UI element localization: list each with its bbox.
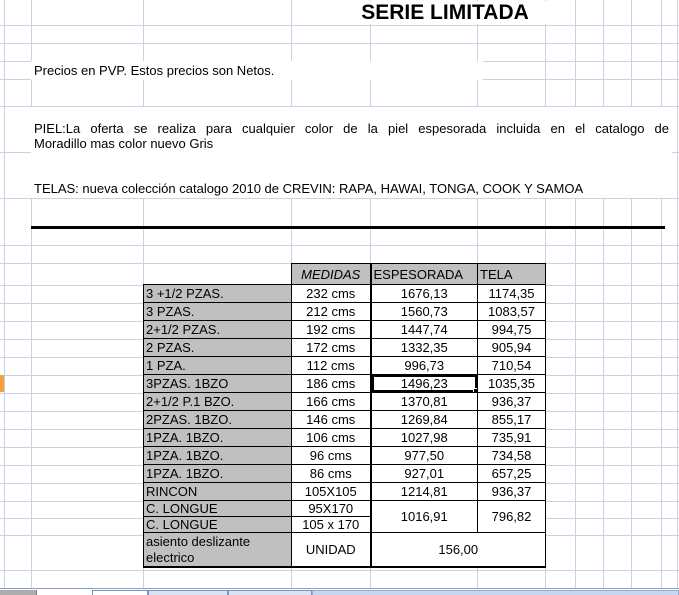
tela-cell[interactable]: 735,91 (478, 429, 546, 447)
sheet-tab[interactable] (92, 590, 148, 595)
table-row (144, 465, 546, 483)
selected-cell[interactable]: 1496,23 (371, 375, 478, 393)
note-piel-line1: PIEL:La oferta se realiza para cualquier color de la piel espesorada incluida en el catalogo de (34, 121, 669, 136)
table-corner-cell[interactable] (144, 264, 292, 285)
tela-cell[interactable]: 1035,35 (478, 375, 546, 393)
espesorada-cell[interactable]: 1676,13 (371, 285, 478, 303)
row-label[interactable]: 1 PZA. (144, 357, 292, 375)
medidas-cell[interactable]: 105X105 (292, 483, 371, 501)
tela-cell[interactable]: 936,37 (478, 393, 546, 411)
note-piel-cell[interactable] (31, 107, 672, 153)
tela-cell[interactable]: 855,17 (478, 411, 546, 429)
thick-divider-line (31, 226, 665, 229)
table-row (144, 339, 546, 357)
table-row (144, 429, 546, 447)
table-row (144, 447, 546, 465)
medidas-cell[interactable]: 212 cms (292, 303, 371, 321)
sheet-tab[interactable] (148, 590, 228, 595)
row-label[interactable]: 3PZAS. 1BZO (144, 375, 292, 393)
note-precios-cell[interactable] (31, 61, 483, 80)
espesorada-cell[interactable]: 1214,81 (371, 483, 478, 501)
sheet-tab[interactable] (228, 590, 312, 595)
medidas-cell[interactable]: UNIDAD (292, 533, 371, 568)
espesorada-cell[interactable]: 1269,84 (371, 411, 478, 429)
medidas-cell[interactable]: 96 cms (292, 447, 371, 465)
espesorada-cell[interactable]: 1560,73 (371, 303, 478, 321)
table-row (144, 357, 546, 375)
table-row (144, 501, 546, 517)
espesorada-cell[interactable]: 1447,74 (371, 321, 478, 339)
orange-cell-marker[interactable] (0, 375, 4, 392)
table-row (144, 483, 546, 501)
espesorada-cell[interactable]: 996,73 (371, 357, 478, 375)
tela-merged-cell[interactable]: 796,82 (478, 501, 546, 533)
tela-cell[interactable]: 1174,35 (478, 285, 546, 303)
tela-cell[interactable]: 710,54 (478, 357, 546, 375)
tela-cell[interactable]: 1083,57 (478, 303, 546, 321)
espesorada-cell[interactable]: 927,01 (371, 465, 478, 483)
header-tela[interactable]: TELA (478, 264, 546, 285)
note-precios-text: Precios en PVP. Estos precios son Netos. (34, 63, 275, 78)
row-label[interactable]: 1PZA. 1BZO. (144, 447, 292, 465)
tela-cell[interactable]: 734,58 (478, 447, 546, 465)
medidas-cell[interactable]: 186 cms (292, 375, 371, 393)
row-label[interactable]: 2+1/2 PZAS. (144, 321, 292, 339)
precio-merged-cell[interactable]: 156,00 (371, 533, 546, 568)
table-row (144, 393, 546, 411)
row-label[interactable]: asiento deslizante electrico (144, 533, 292, 568)
title-cell[interactable] (330, 1, 560, 24)
row-label[interactable]: 3 PZAS. (144, 303, 292, 321)
note-piel-line2: Moradillo mas color nuevo Gris (34, 136, 214, 151)
medidas-cell[interactable]: 106 cms (292, 429, 371, 447)
row-label[interactable]: 2PZAS. 1BZO. (144, 411, 292, 429)
table-row (144, 285, 546, 303)
note-telas-cell[interactable] (31, 153, 672, 198)
note-telas-text: TELAS: nueva colección catalogo 2010 de CREVIN: RAPA, HAWAI, TONGA, COOK Y SAMOA (34, 181, 584, 196)
row-label[interactable]: 1PZA. 1BZO. (144, 465, 292, 483)
medidas-cell[interactable]: 166 cms (292, 393, 371, 411)
price-table (143, 263, 546, 568)
row-label[interactable]: C. LONGUE (144, 517, 292, 533)
page-title: SERIE LIMITADA (361, 1, 529, 24)
row-label[interactable]: RINCON (144, 483, 292, 501)
tela-cell[interactable]: 905,94 (478, 339, 546, 357)
table-row (144, 321, 546, 339)
horizontal-scrollbar[interactable] (312, 590, 679, 595)
medidas-cell[interactable]: 105 x 170 (292, 517, 371, 533)
table-row (144, 533, 546, 568)
table-row (144, 375, 546, 393)
tela-cell[interactable]: 936,37 (478, 483, 546, 501)
espesorada-cell[interactable]: 977,50 (371, 447, 478, 465)
header-espesorada[interactable]: ESPESORADA (371, 264, 478, 285)
medidas-cell[interactable]: 86 cms (292, 465, 371, 483)
table-row (144, 303, 546, 321)
medidas-cell[interactable]: 172 cms (292, 339, 371, 357)
espesorada-cell[interactable]: 1370,81 (371, 393, 478, 411)
medidas-cell[interactable]: 95X170 (292, 501, 371, 517)
row-label[interactable]: 1PZA. 1BZO. (144, 429, 292, 447)
medidas-cell[interactable]: 192 cms (292, 321, 371, 339)
espesorada-merged-cell[interactable]: 1016,91 (371, 501, 478, 533)
medidas-cell[interactable]: 112 cms (292, 357, 371, 375)
tela-cell[interactable]: 994,75 (478, 321, 546, 339)
row-label[interactable]: 3 +1/2 PZAS. (144, 285, 292, 303)
espesorada-cell[interactable]: 1027,98 (371, 429, 478, 447)
table-row (144, 411, 546, 429)
tab-scroll-buttons[interactable] (0, 590, 37, 595)
sheet-tab-bar (0, 588, 679, 595)
row-label[interactable]: C. LONGUE (144, 501, 292, 517)
row-label[interactable]: 2 PZAS. (144, 339, 292, 357)
tela-cell[interactable]: 657,25 (478, 465, 546, 483)
row-label[interactable]: 2+1/2 P.1 BZO. (144, 393, 292, 411)
espesorada-cell[interactable]: 1332,35 (371, 339, 478, 357)
medidas-cell[interactable]: 146 cms (292, 411, 371, 429)
header-medidas[interactable]: MEDIDAS (292, 264, 371, 285)
medidas-cell[interactable]: 232 cms (292, 285, 371, 303)
